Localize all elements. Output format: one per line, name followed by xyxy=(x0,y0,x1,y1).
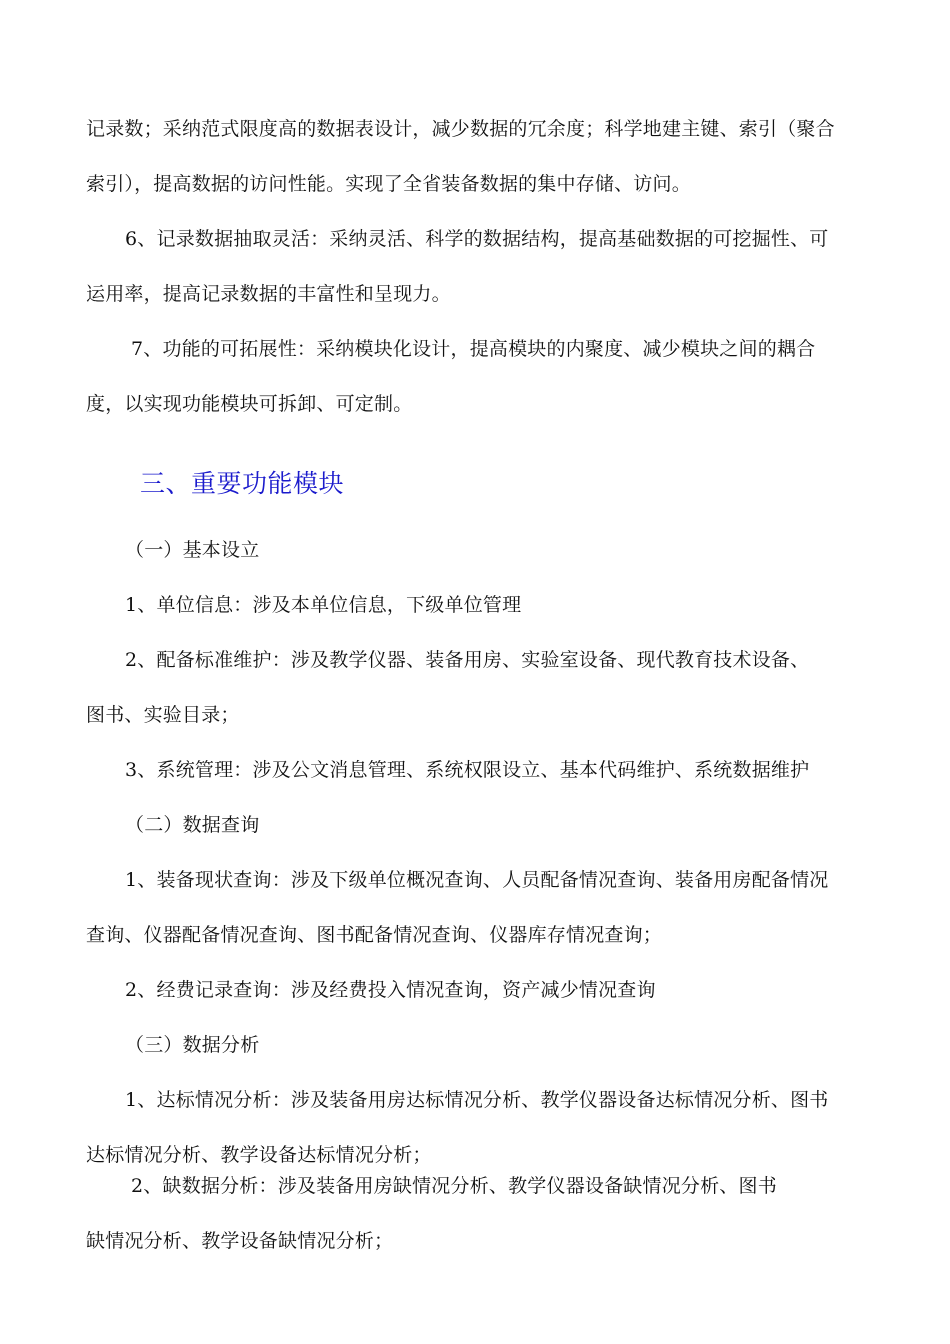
list-item: 2、缺数据分析：涉及装备用房缺情况分析、教学仪器设备缺情况分析、图书 xyxy=(131,1175,777,1197)
list-item-continuation: 缺情况分析、教学设备缺情况分析； xyxy=(86,1230,394,1252)
list-item-continuation: 达标情况分析、教学设备达标情况分析； xyxy=(86,1144,432,1166)
paragraph-line: 6、记录数据抽取灵活：采纳灵活、科学的数据结构，提高基础数据的可挖掘性、可 xyxy=(125,228,829,250)
list-item: 1、单位信息：涉及本单位信息，下级单位管理 xyxy=(125,594,522,616)
list-item: 1、达标情况分析：涉及装备用房达标情况分析、教学仪器设备达标情况分析、图书 xyxy=(125,1089,829,1111)
subsection-title: （二）数据查询 xyxy=(125,814,260,836)
section-heading: 三、重要功能模块 xyxy=(140,469,345,498)
paragraph-line: 索引），提高数据的访问性能。实现了全省装备数据的集中存储、访问。 xyxy=(86,173,691,195)
list-item: 1、装备现状查询：涉及下级单位概况查询、人员配备情况查询、装备用房配备情况 xyxy=(125,869,829,891)
list-item: 3、系统管理：涉及公文消息管理、系统权限设立、基本代码维护、系统数据维护 xyxy=(125,759,810,781)
paragraph-line: 记录数；采纳范式限度高的数据表设计，减少数据的冗余度；科学地建主键、索引（聚合 xyxy=(86,118,835,140)
paragraph-line: 运用率，提高记录数据的丰富性和呈现力。 xyxy=(86,283,451,305)
list-item-continuation: 图书、实验目录； xyxy=(86,704,240,726)
list-item: 2、配备标准维护：涉及教学仪器、装备用房、实验室设备、现代教育技术设备、 xyxy=(125,649,810,671)
list-item-continuation: 查询、仪器配备情况查询、图书配备情况查询、仪器库存情况查询； xyxy=(86,924,663,946)
list-item: 2、经费记录查询：涉及经费投入情况查询，资产减少情况查询 xyxy=(125,979,656,1001)
paragraph-line: 度，以实现功能模块可拆卸、可定制。 xyxy=(86,393,413,415)
subsection-title: （三）数据分析 xyxy=(125,1034,260,1056)
paragraph-line: 7、功能的可拓展性：采纳模块化设计，提高模块的内聚度、减少模块之间的耦合 xyxy=(131,338,816,360)
subsection-title: （一）基本设立 xyxy=(125,539,260,561)
